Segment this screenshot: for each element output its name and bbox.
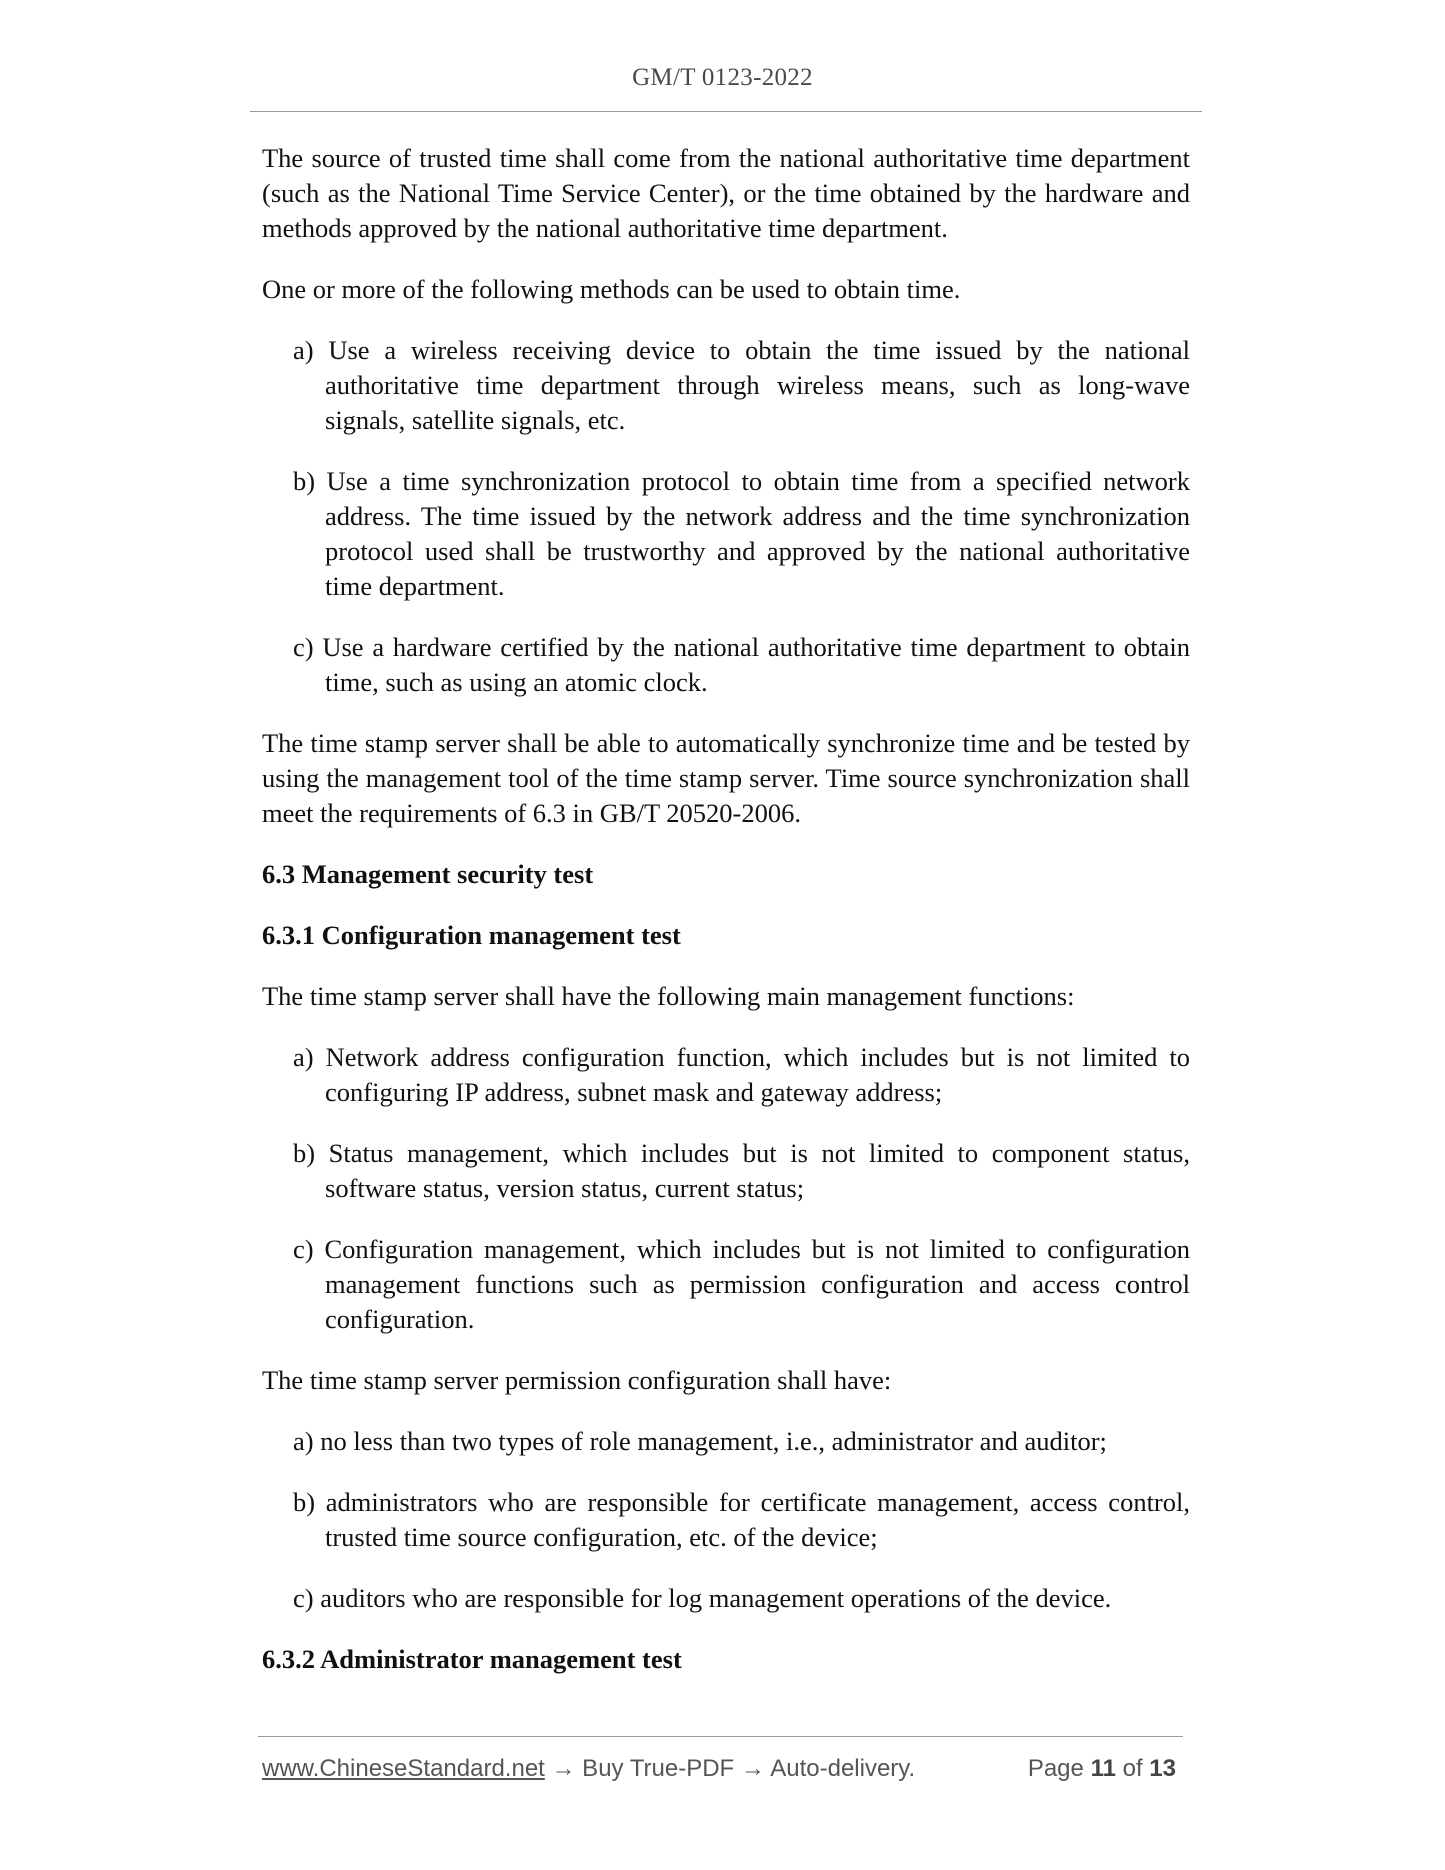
page-of-label: of xyxy=(1122,1755,1143,1782)
footer-promo-text: → Buy True-PDF → Auto-delivery. xyxy=(544,1755,916,1782)
list-item: c) Configuration management, which includes but is not limited to configuration management functions such as permission configuration and access control configuration. xyxy=(293,1234,1190,1334)
list-item: c) auditors who are responsible for log management operations of the device. xyxy=(293,1583,1112,1613)
list-item: a) Use a wireless receiving device to obtain the time issued by the national authoritative time department through wireless means, such as long-wave signals, satellite signals, etc. xyxy=(293,335,1190,435)
page-label: Page xyxy=(1027,1755,1084,1782)
section-heading-6-3: 6.3 Management security test xyxy=(262,859,594,889)
paragraph-methods-intro: One or more of the following methods can be used to obtain time. xyxy=(262,274,961,304)
paragraph-management-functions: The time stamp server shall have the following main management functions: xyxy=(262,981,1075,1011)
section-heading-6-3-2: 6.3.2 Administrator management test xyxy=(262,1644,682,1674)
header-divider xyxy=(250,111,1202,112)
document-code-header: GM/T 0123-2022 xyxy=(632,64,813,91)
list-item: a) Network address configuration function, which includes but is not limited to configuring IP address, subnet mask and gateway address; xyxy=(293,1042,1190,1107)
list-item: c) Use a hardware certified by the national authoritative time department to obtain time, such as using an atomic clock. xyxy=(293,632,1190,697)
website-link[interactable]: www.ChineseStandard.net xyxy=(262,1755,545,1782)
page-footer xyxy=(262,1752,1186,1786)
page-number xyxy=(1028,1752,1176,1786)
footer-divider xyxy=(258,1736,1183,1737)
paragraph-trusted-time-source: The source of trusted time shall come from the national authoritative time department (such as the National Time Service Center), or the time obtained by the hardware and methods approved by the national authoritative time department. xyxy=(262,143,1190,243)
list-item: b) Status management, which includes but is not limited to component status, software status, version status, current status; xyxy=(293,1138,1190,1203)
page-current: 11 xyxy=(1090,1755,1116,1782)
document-body xyxy=(262,141,1190,1703)
list-item: b) administrators who are responsible for certificate management, access control, trusted time source configuration, etc. of the device; xyxy=(293,1487,1190,1552)
list-item: a) no less than two types of role management, i.e., administrator and auditor; xyxy=(293,1426,1107,1456)
section-heading-6-3-1: 6.3.1 Configuration management test xyxy=(262,920,681,950)
page-total: 13 xyxy=(1149,1755,1176,1782)
list-item: b) Use a time synchronization protocol to obtain time from a specified network address. The time issued by the network address and the time synchronization protocol used shall be trustworthy and approved by the national authoritative time department. xyxy=(293,466,1190,601)
paragraph-permission-config: The time stamp server permission configuration shall have: xyxy=(262,1365,892,1395)
paragraph-time-sync: The time stamp server shall be able to automatically synchronize time and be tested by using the management tool of the time stamp server. Time source synchronization shall meet the requirements of 6.3 in GB/T 20520-2006. xyxy=(262,728,1190,828)
